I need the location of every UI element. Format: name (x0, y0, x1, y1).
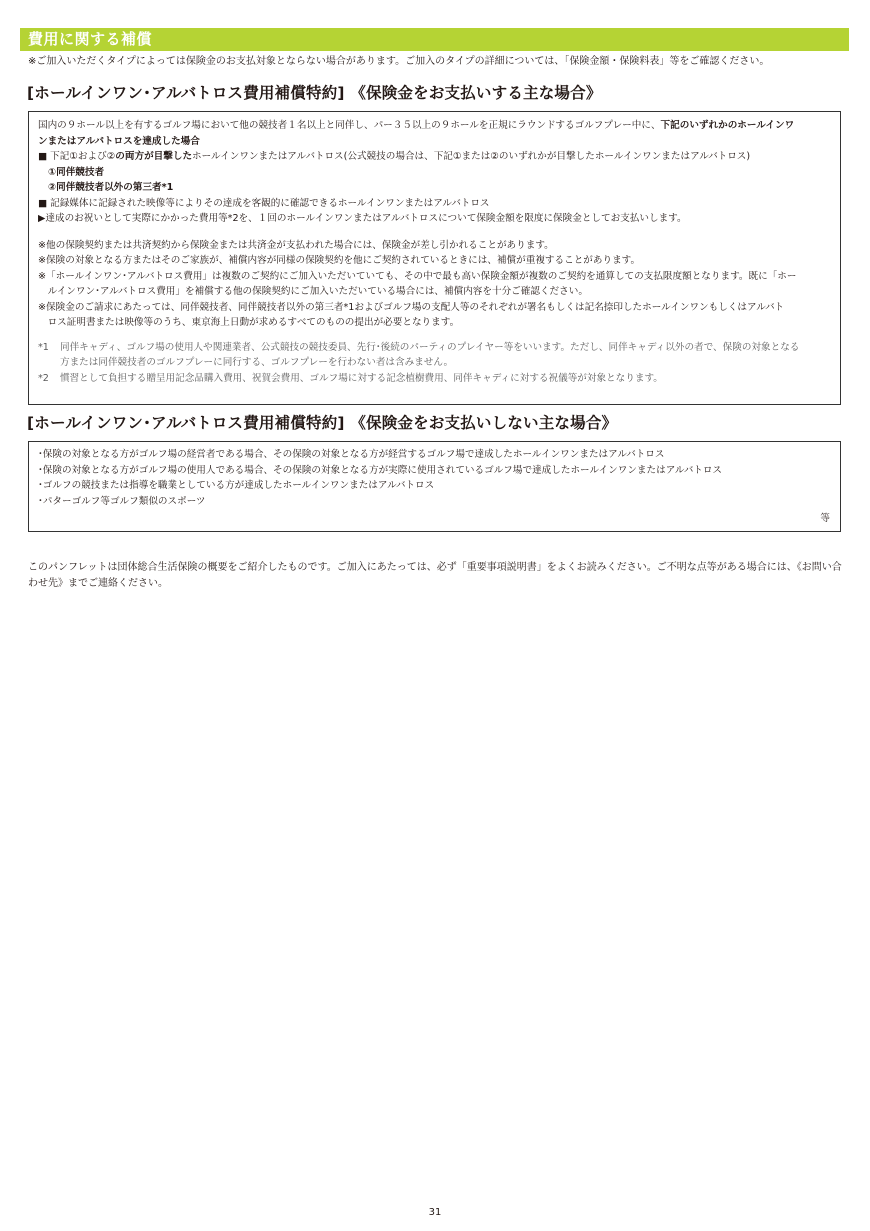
top-note: ※ご加入いただくタイプによっては保険金のお支払対象とならない場合があります。ご加入のタイプの詳細については、「保険金額・保険料表」等をご確認ください。 (28, 56, 770, 67)
page-number: 31 (428, 1207, 442, 1218)
witness-item-2: ②同伴競技者以外の第三者*1 (48, 182, 174, 193)
exclusion-item: ･保険の対象となる方がゴルフ場の経営者である場合、その保険の対象となる方が経営するゴルフ場で達成したホールインワンまたはアルバトロス (38, 449, 665, 460)
pamphlet-note: このパンフレットは団体総合生活保険の概要をご紹介したものです。ご加入にあたっては、必ず「重要事項説明書」をよくお読みください。ご不明な点等がある場合には、《お問い合わせ先》までご連絡ください。 (28, 562, 842, 589)
not-paid-heading: [ホールインワン･アルバトロス費用補償特約] 《保険金をお支払いしない主な場合》 (27, 414, 618, 432)
note-line: ※保険金のご請求にあたっては、同伴競技者、同伴競技者以外の第三者*1およびゴルフ場の支配人等のそれぞれが署名もしくは記名捺印したホールインワンもしくはアルバト (38, 301, 785, 313)
exclusion-item: ･ゴルフの競技または指導を職業としている方が達成したホールインワンまたはアルバトロス (38, 480, 435, 491)
paid-heading: [ホールインワン･アルバトロス費用補償特約] 《保険金をお支払いする主な場合》 (27, 84, 602, 102)
exclusion-item: ･パターゴルフ等ゴルフ類似のスポーツ (38, 495, 206, 507)
section-title: 費用に関する補償 (20, 28, 849, 51)
bullet-witness: ■ 下記①および②の両方が目撃したホールインワンまたはアルバトロス(公式競技の場合は、下記①または②のいずれかが目撃したホールインワンまたはアルバトロス) (38, 151, 751, 162)
note-line: ルインワン･アルバトロス費用」を補償する他の保険契約にご加入いただいている場合には、補償内容を十分ご確認ください。 (38, 286, 588, 297)
bullet-payment: ▶達成のお祝いとして実際にかかった費用等*2を、１回のホールインワンまたはアルバトロスについて保険金額を限度に保険金としてお支払いします。 (38, 213, 687, 224)
footnote-1-cont: 方または同伴競技者のゴルフプレーに同行する、ゴルフプレーを行わない者は含みません。 (60, 357, 454, 368)
footnote-1: *1 同伴キャディ、ゴルフ場の使用人や関連業者、公式競技の競技委員、先行･後続のパーティのプレイヤー等をいいます。ただし、同伴キャディ以外の者で、保険の対象となる (38, 341, 800, 353)
bullet-recording: ■ 記録媒体に記録された映像等によりその達成を客観的に確認できるホールインワンまたはアルバトロス (38, 197, 490, 209)
intro-line-2: ンまたはアルバトロスを達成した場合 (38, 135, 200, 147)
paid-conditions-box (28, 111, 841, 405)
witness-item-1: ①同伴競技者 (48, 166, 105, 178)
not-paid-box (28, 441, 841, 532)
note-line: ※他の保険契約または共済契約から保険金または共済金が支払われた場合には、保険金が差し引かれることがあります。 (38, 239, 554, 251)
note-line: ※保険の対象となる方またはそのご家族が、補償内容が同様の保険契約を他にご契約されているときには、補償が重複することがあります。 (38, 255, 641, 266)
footnote-2: *2 慣習として負担する贈呈用記念品購入費用、祝賀会費用、ゴルフ場に対する記念植樹費用、同伴キャディに対する祝儀等が対象となります。 (38, 372, 663, 384)
note-line: ※「ホールインワン･アルバトロス費用」は複数のご契約にご加入いただいていても、その中で最も高い保険金額が複数のご契約を通算しての支払限度額となります。既に「ホー (38, 270, 797, 282)
etc-mark: 等 (820, 513, 830, 524)
exclusion-item: ･保険の対象となる方がゴルフ場の使用人である場合、その保険の対象となる方が実際に使用されているゴルフ場で達成したホールインワンまたはアルバトロス (38, 464, 723, 476)
intro-line-1: 国内の９ホール以上を有するゴルフ場において他の競技者１名以上と同伴し、パー３５以上の９ホールを正規にラウンドするゴルフプレー中に、下記のいずれかのホールインワ (38, 120, 795, 131)
note-line: ロス証明書または映像等のうち、東京海上日動が求めるすべてのものの提出が必要となります。 (38, 317, 460, 328)
